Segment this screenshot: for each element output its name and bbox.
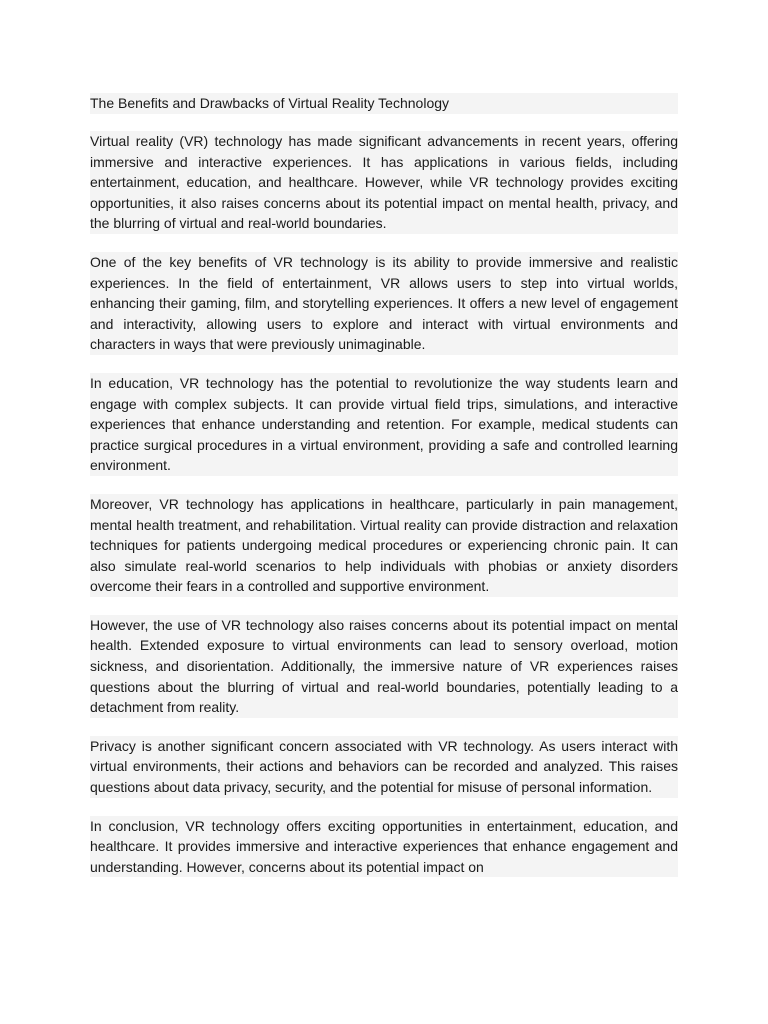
paragraph-introduction: Virtual reality (VR) technology has made significant advancements in recent years, offering immersive and interactive experiences. It has applications in various fields, including entertainment, education, and healthcare. However, while VR technology provides exciting opportunities, it also raises concerns about its potential impact on mental health, privacy, and the blurring of virtual and real-world boundaries.: [90, 131, 678, 234]
paragraph-mental-health: However, the use of VR technology also raises concerns about its potential impact on mental health. Extended exposure to virtual environments can lead to sensory overload, motion sickness, and disorientation. Additionally, the immersive nature of VR experiences raises questions about the blurring of virtual and real-world boundaries, potentially leading to a detachment from reality.: [90, 615, 678, 718]
document-title: The Benefits and Drawbacks of Virtual Reality Technology: [90, 93, 678, 114]
paragraph-healthcare: Moreover, VR technology has applications in healthcare, particularly in pain management, mental health treatment, and rehabilitation. Virtual reality can provide distraction and relaxation techniques for patients undergoing medical procedures or experiencing chronic pain. It can also simulate real-world scenarios to help individuals with phobias or anxiety disorders overcome their fears in a controlled and supportive environment.: [90, 494, 678, 597]
paragraph-conclusion: In conclusion, VR technology offers exciting opportunities in entertainment, education, and healthcare. It provides immersive and interactive experiences that enhance engagement and understanding. However, concerns about its potential impact on: [90, 816, 678, 878]
paragraph-privacy: Privacy is another significant concern associated with VR technology. As users interact with virtual environments, their actions and behaviors can be recorded and analyzed. This raises questions about data privacy, security, and the potential for misuse of personal information.: [90, 736, 678, 798]
paragraph-entertainment: One of the key benefits of VR technology is its ability to provide immersive and realistic experiences. In the field of entertainment, VR allows users to step into virtual worlds, enhancing their gaming, film, and storytelling experiences. It offers a new level of engagement and interactivity, allowing users to explore and interact with virtual environments and characters in ways that were previously unimaginable.: [90, 252, 678, 355]
paragraph-education: In education, VR technology has the potential to revolutionize the way students learn and engage with complex subjects. It can provide virtual field trips, simulations, and interactive experiences that enhance understanding and retention. For example, medical students can practice surgical procedures in a virtual environment, providing a safe and controlled learning environment.: [90, 373, 678, 476]
document-page: [90, 93, 678, 877]
